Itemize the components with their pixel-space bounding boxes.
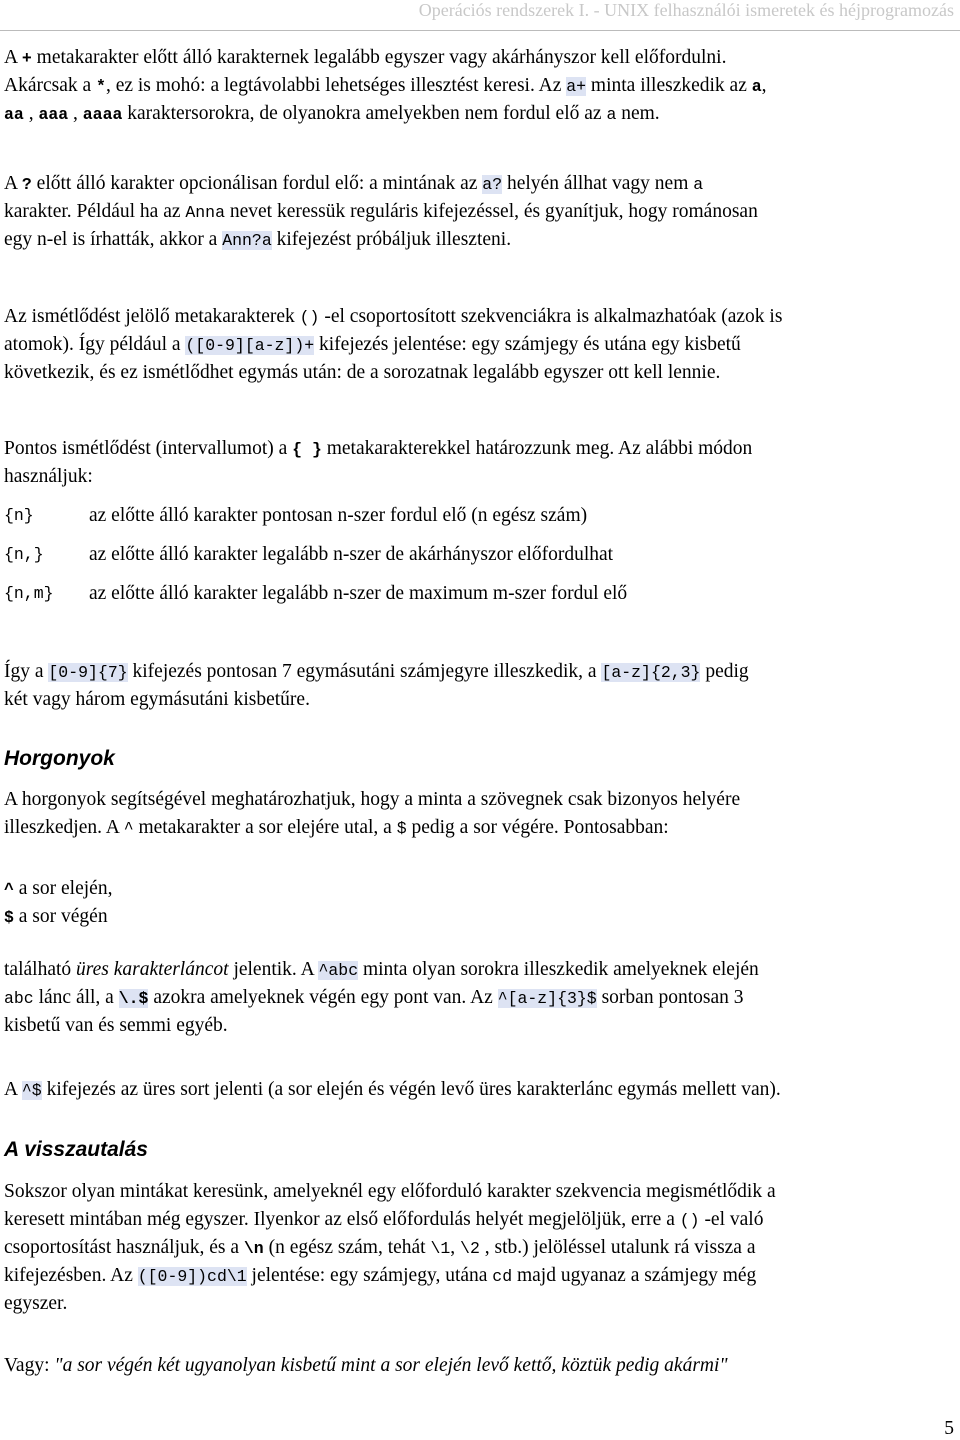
interval-example-line-2: két vagy három egymásutáni kisbetűre. [4,689,310,710]
group-paragraph-line-2: atomok). Így például a ([0-9][a-z])+ kifejezés jelentése: egy számjegy és utána egy kisbetű [4,334,741,355]
group-paragraph-line-1: Az ismétlődést jelölő metakarakterek () -el csoportosított szekvenciákra is alkalmazhatóak (azok is [4,306,783,327]
anchor-item: $ a sor végén [4,906,108,927]
anchor-examples-line-3: kisbetű van és semmi egyéb. [4,1015,228,1036]
backref-paragraph-line-3: csoportosítást használjuk, és a \n (n egész szám, tehát \1, \2 , stb.) jelöléssel utalunk rá vissza a [4,1237,756,1258]
group-paragraph-line-3: következik, és ez ismétlődhet egymás után: de a sorozatnak legalább egyszer ott kell lennie. [4,362,721,383]
empty-line-paragraph: A ^$ kifejezés az üres sort jelenti (a sor elején és végén levő üres karakterlánc egymás mellett van). [4,1079,781,1100]
interval-example-line-1: Így a [0-9]{7} kifejezés pontosan 7 egymásutáni számjegyre illeszkedik, a [a-z]{2,3} pedig [4,661,749,682]
plus-paragraph-line-2: Akárcsak a *, ez is mohó: a legtávolabbi lehetséges illesztést keresi. Az a+ minta illeszkedik az a, [4,75,767,96]
quantifier-description: az előtte álló karakter pontosan n-szer fordul elő (n egész szám) [89,505,588,526]
section-heading-anchors: Horgonyok [4,747,115,770]
backref-paragraph-line-4: kifejezésben. Az ([0-9])cd\1 jelentése: egy számjegy, utána cd majd ugyanaz a számjegy még [4,1265,757,1286]
header-rule [0,30,960,31]
plus-paragraph-line-1: A + metakarakter előtt álló karakternek legalább egyszer vagy akárhányszor kell előfordulni. [4,47,727,68]
running-header: Operációs rendszerek I. - UNIX felhasználói ismeretek és héjprogramozás [418,0,954,20]
quantifier-code: {n,m} [4,584,54,603]
backref-task-line: Vagy: "a sor végén két ugyanolyan kisbetű mint a sor elején levő kettő, köztük pedig akármi" [4,1355,728,1376]
quantifier-description: az előtte álló karakter legalább n-szer de akárhányszor előfordulhat [89,544,614,565]
question-paragraph-line-3: egy n-el is írhatták, akkor a Ann?a kifejezést próbáljuk illeszteni. [4,229,512,250]
page-number: 5 [944,1418,954,1439]
interval-paragraph-line-2: használjuk: [4,466,93,487]
quantifier-code: {n} [4,506,34,525]
anchor-examples-line-1: található üres karakterláncot jelentik. A ^abc minta olyan sorokra illeszkedik amelyeknek elején [4,959,759,980]
anchors-paragraph-line-2: illeszkedjen. A ^ metakarakter a sor elejére utal, a $ pedig a sor végére. Pontosabban: [4,817,669,838]
anchor-item: ^ a sor elején, [4,878,113,899]
plus-paragraph-line-3: aa , aaa , aaaa karaktersorokra, de olyanokra amelyekben nem fordul elő az a nem. [4,103,660,124]
backref-paragraph-line-5: egyszer. [4,1293,68,1314]
interval-paragraph-line-1: Pontos ismétlődést (intervallumot) a { } metakarakterekkel határozzunk meg. Az alábbi módon [4,438,753,459]
quantifier-description: az előtte álló karakter legalább n-szer de maximum m-szer fordul elő [89,583,628,604]
anchors-paragraph-line-1: A horgonyok segítségével meghatározhatjuk, hogy a minta a szövegnek csak bizonyos helyére [4,789,741,810]
backref-paragraph-line-1: Sokszor olyan mintákat keresünk, amelyeknél egy előforduló karakter szekvencia megismétlődik a [4,1181,776,1202]
question-paragraph-line-1: A ? előtt álló karakter opcionálisan fordul elő: a mintának az a? helyén állhat vagy nem a [4,173,704,194]
question-paragraph-line-2: karakter. Például ha az Anna nevet keressük reguláris kifejezéssel, és gyanítjuk, hogy románosan [4,201,758,222]
backref-paragraph-line-2: keresett mintában még egyszer. Ilyenkor az első előfordulás helyét megjelöljük, erre a () -el való [4,1209,764,1230]
anchor-examples-line-2: abc lánc áll, a \.$ azokra amelyeknek végén egy pont van. Az ^[a-z]{3}$ sorban pontosan 3 [4,987,744,1008]
section-heading-backreference: A visszautalás [4,1138,148,1161]
quantifier-code: {n,} [4,545,44,564]
